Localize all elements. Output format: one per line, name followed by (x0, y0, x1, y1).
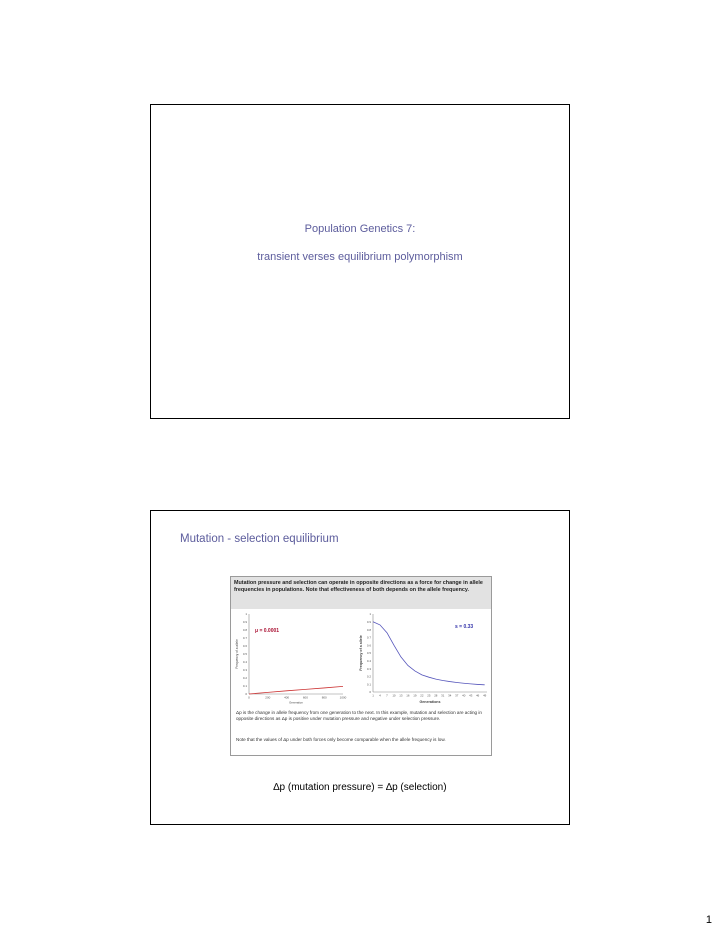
y-tick-label: 0.2 (242, 676, 247, 681)
x-tick-label: 10 (392, 693, 396, 698)
page-number: 1 (705, 914, 712, 926)
y-axis-label: Frequency of a allele (359, 635, 363, 671)
x-tick-label: 4 (379, 693, 381, 698)
x-tick-label: 46 (476, 693, 480, 698)
figure-panel (230, 576, 492, 756)
slide-2-title: Mutation - selection equilibrium (180, 533, 339, 545)
y-tick-label: 0.5 (242, 652, 247, 657)
slide-1-title: Population Genetics 7: (304, 223, 416, 235)
series-line-2 (373, 622, 485, 685)
y-axis-label: Frequency of a allele (235, 639, 239, 669)
x-tick-label: 19 (413, 693, 417, 698)
slide-1-subtitle: transient verses equilibrium polymorphism (257, 251, 463, 263)
x-tick-label: 600 (302, 695, 308, 700)
x-tick-label: 40 (462, 693, 466, 698)
y-tick-label: 0.1 (366, 682, 371, 687)
y-tick-label: 0.4 (242, 660, 247, 665)
x-tick-label: 28 (434, 693, 438, 698)
series-line-1 (249, 686, 343, 694)
x-axis-label: Generations (419, 700, 441, 704)
y-tick-label: 0.3 (242, 668, 247, 673)
charts (231, 610, 492, 708)
x-axis-label: Generation (289, 700, 303, 705)
y-tick-label: 0.7 (366, 635, 371, 640)
x-tick-label: 31 (441, 693, 445, 698)
y-tick-label: 0.7 (242, 636, 247, 641)
y-tick-label: 1 (369, 612, 371, 617)
y-tick-label: 0 (369, 690, 371, 695)
y-tick-label: 0.5 (366, 651, 371, 656)
x-tick-label: 43 (469, 693, 473, 698)
x-tick-label: 7 (386, 693, 388, 698)
y-tick-label: 0.1 (242, 684, 247, 689)
x-tick-label: 34 (448, 693, 452, 698)
equation: ∆p (mutation pressure) = ∆p (selection) (273, 782, 447, 793)
y-tick-label: 0.3 (366, 666, 371, 671)
x-tick-label: 49 (483, 693, 487, 698)
x-tick-label: 37 (455, 693, 459, 698)
x-tick-label: 22 (420, 693, 424, 698)
x-tick-label: 0 (248, 695, 250, 700)
x-tick-label: 200 (265, 695, 271, 700)
slide-2 (150, 510, 570, 825)
y-tick-label: 0.8 (366, 627, 371, 632)
y-tick-label: 0.9 (242, 620, 247, 625)
x-tick-label: 13 (399, 693, 403, 698)
x-tick-label: 1 (372, 693, 374, 698)
figure-note-2: Note that the values of Δp under both forces only become comparable when the allele frequency is low. (236, 737, 446, 742)
figure-note-1: Δp is the change in allele frequency from one generation to the next. In this example, mutation and selection are acting in opposite directions as Δp is positive under mutation pressure and negative under selection pressure. (236, 710, 482, 721)
x-tick-label: 400 (284, 695, 290, 700)
figure-caption: Mutation pressure and selection can operate in opposite directions as a force for change in allele frequencies in populations. Note that effectiveness of both depends on the allele frequency. (231, 577, 491, 609)
y-tick-label: 0.6 (242, 644, 247, 649)
y-tick-label: 1 (245, 612, 247, 617)
y-tick-label: 0.6 (366, 643, 371, 648)
y-tick-label: 0.8 (242, 628, 247, 633)
x-tick-label: 25 (427, 693, 431, 698)
y-tick-label: 0.2 (366, 674, 371, 679)
slide-1 (150, 104, 570, 419)
chart-annotation: s = 0.33 (455, 624, 474, 630)
x-tick-label: 16 (406, 693, 410, 698)
x-tick-label: 800 (321, 695, 327, 700)
x-tick-label: 1000 (339, 695, 347, 700)
y-tick-label: 0 (245, 692, 247, 697)
chart-annotation: μ = 0.0001 (255, 628, 280, 634)
y-tick-label: 0.9 (366, 620, 371, 624)
y-tick-label: 0.4 (366, 659, 371, 663)
